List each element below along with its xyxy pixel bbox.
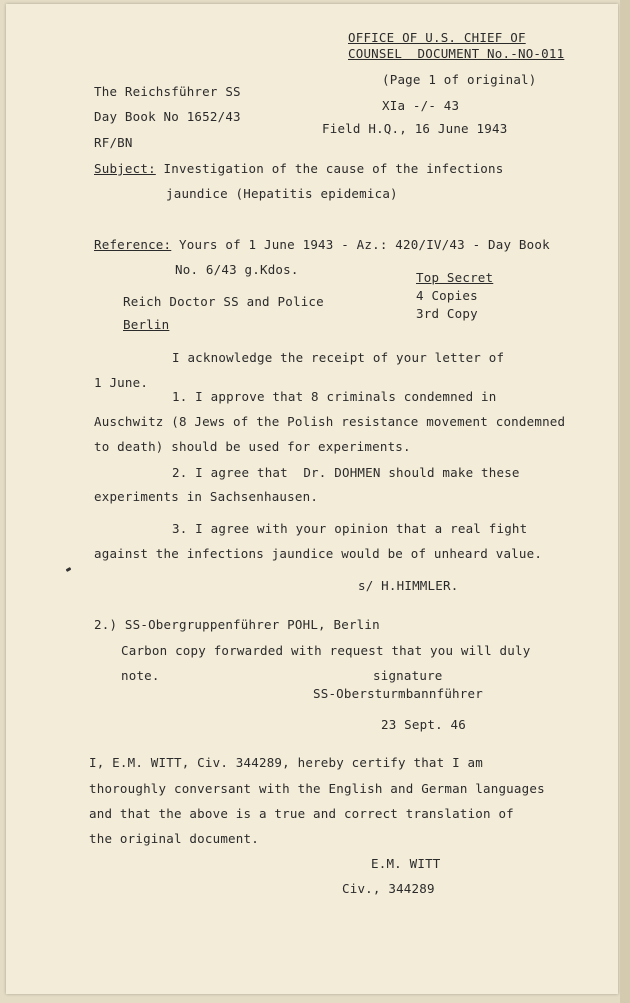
reference-label: Reference: bbox=[94, 237, 172, 252]
body-point3-line2: against the infections jaundice would be of unheard value. bbox=[94, 546, 543, 561]
body-point1-line3: to death) should be used for experiments. bbox=[94, 439, 411, 454]
classification-copy-number: 3rd Copy bbox=[416, 306, 478, 321]
page-note: (Page 1 of original) bbox=[382, 72, 537, 87]
body-point1-line2: Auschwitz (8 Jews of the Polish resistance movement condemned bbox=[94, 414, 566, 429]
certification-date: 23 Sept. 46 bbox=[381, 717, 466, 732]
recipient-line1: Reich Doctor SS and Police bbox=[123, 294, 324, 309]
certification-line2: thoroughly conversant with the English and German languages bbox=[89, 781, 545, 796]
body-intro2: 1 June. bbox=[94, 375, 149, 390]
subject-line2: jaundice (Hepatitis epidemica) bbox=[166, 186, 398, 201]
signature-himmler: s/ H.HIMMLER. bbox=[358, 578, 459, 593]
page-edge bbox=[620, 0, 630, 1003]
sender-line2: Day Book No 1652/43 bbox=[94, 109, 241, 124]
certification-line1: I, E.M. WITT, Civ. 344289, hereby certify that I am bbox=[89, 755, 484, 770]
certification-line3: and that the above is a true and correct translation of bbox=[89, 806, 514, 821]
forward-signature-rank: SS-Obersturmbannführer bbox=[313, 686, 483, 701]
sender-line3: RF/BN bbox=[94, 135, 133, 150]
office-header-line2: COUNSEL DOCUMENT No.-NO-011 bbox=[348, 46, 565, 61]
forward-line1: 2.) SS-Obergruppenführer POHL, Berlin bbox=[94, 617, 380, 632]
subject-line1 bbox=[94, 161, 503, 177]
classification-secret: Top Secret bbox=[416, 270, 494, 285]
subject-text: Investigation of the cause of the infections bbox=[155, 161, 504, 176]
forward-line2: Carbon copy forwarded with request that you will duly bbox=[121, 643, 531, 658]
reference-line1 bbox=[94, 237, 550, 253]
office-header-line1: OFFICE OF U.S. CHIEF OF bbox=[348, 30, 526, 45]
reference-line2: No. 6/43 g.Kdos. bbox=[175, 262, 299, 277]
subject-label: Subject: bbox=[94, 161, 156, 176]
reference-number: XIa -/- 43 bbox=[382, 98, 460, 113]
classification-copies: 4 Copies bbox=[416, 288, 478, 303]
place-date: Field H.Q., 16 June 1943 bbox=[322, 121, 508, 136]
body-point2-line2: experiments in Sachsenhausen. bbox=[94, 489, 319, 504]
body-point2-line1: 2. I agree that Dr. DOHMEN should make these bbox=[172, 465, 520, 480]
translator-civ: Civ., 344289 bbox=[342, 881, 435, 896]
body-point1-line1: 1. I approve that 8 criminals condemned in bbox=[172, 389, 497, 404]
body-intro1: I acknowledge the receipt of your letter of bbox=[172, 350, 505, 365]
translator-name: E.M. WITT bbox=[371, 856, 441, 871]
recipient-line2: Berlin bbox=[123, 317, 170, 332]
reference-text: Yours of 1 June 1943 - Az.: 420/IV/43 - Day Book bbox=[171, 237, 550, 252]
body-point3-line1: 3. I agree with your opinion that a real fight bbox=[172, 521, 528, 536]
sender-line1: The Reichsführer SS bbox=[94, 84, 241, 99]
certification-line4: the original document. bbox=[89, 831, 259, 846]
forward-line3: note. bbox=[121, 668, 160, 683]
forward-signature-word: signature bbox=[373, 668, 443, 683]
